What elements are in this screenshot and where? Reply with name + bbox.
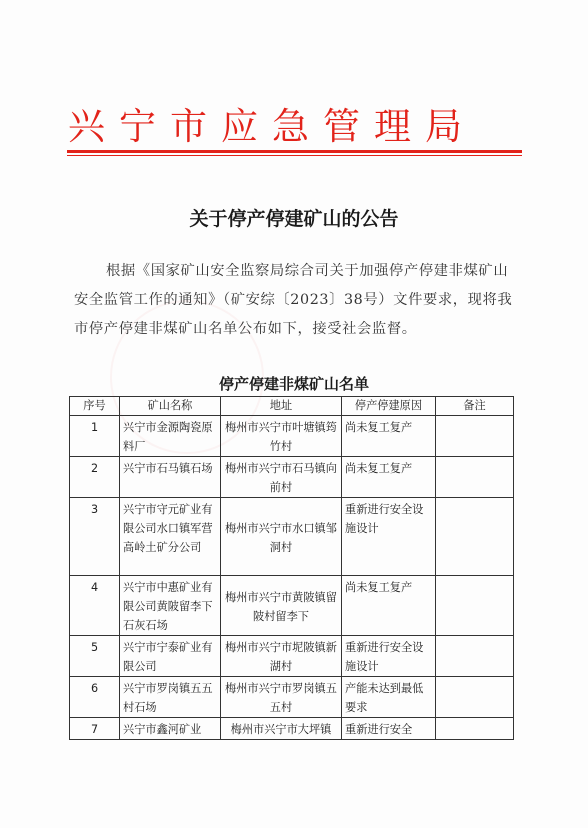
cell-address: 梅州市兴宁市坭陂镇新湖村 [221, 636, 342, 677]
notice-body-paragraph [74, 257, 520, 344]
table-row [70, 416, 514, 457]
cell-remark [436, 457, 514, 498]
table-row [70, 498, 514, 576]
cell-name: 兴宁市宁泰矿业有限公司 [120, 636, 221, 677]
table-row [70, 576, 514, 636]
cell-remark [436, 498, 514, 576]
table-row [70, 457, 514, 498]
cell-reason: 尚未复工复产 [342, 576, 436, 636]
cell-address: 梅州市兴宁市大坪镇 [221, 718, 342, 740]
cell-name: 兴宁市罗岗镇五五村石场 [120, 677, 221, 718]
cell-no: 4 [70, 576, 120, 636]
cell-reason: 重新进行安全设施设计 [342, 636, 436, 677]
cell-remark [436, 416, 514, 457]
cell-reason: 尚未复工复产 [342, 416, 436, 457]
cell-name: 兴宁市金源陶瓷原料厂 [120, 416, 221, 457]
cell-reason: 尚未复工复产 [342, 457, 436, 498]
cell-reason: 重新进行安全设施设计 [342, 498, 436, 576]
cell-remark [436, 636, 514, 677]
notice-body-text: 根据《国家矿山安全监察局综合司关于加强停产停建非煤矿山安全监管工作的通知》（矿安综〔2023〕38号）文件要求，现将我市停产停建非煤矿山名单公布如下，接受社会监督。 [74, 263, 513, 337]
cell-address: 梅州市兴宁市叶塘镇筠竹村 [221, 416, 342, 457]
letterhead-red-rule-thin [67, 155, 522, 156]
cell-no: 7 [70, 718, 120, 740]
org-letterhead-title: 兴宁市应急管理局 [68, 105, 476, 148]
header-address: 地址 [221, 397, 342, 416]
cell-remark [436, 576, 514, 636]
cell-address: 梅州市兴宁市石马镇向前村 [221, 457, 342, 498]
cell-no: 3 [70, 498, 120, 576]
mine-list-table [69, 396, 514, 740]
cell-name: 兴宁市中惠矿业有限公司黄陂留李下石灰石场 [120, 576, 221, 636]
cell-address: 梅州市兴宁市水口镇邹洞村 [221, 498, 342, 576]
cell-remark [436, 677, 514, 718]
header-name: 矿山名称 [120, 397, 221, 416]
table-header-row [70, 397, 514, 416]
table-row [70, 636, 514, 677]
cell-name: 兴宁市鑫河矿业 [120, 718, 221, 740]
cell-reason: 产能未达到最低要求 [342, 677, 436, 718]
table-title: 停产停建非煤矿山名单 [218, 375, 369, 393]
header-no: 序号 [70, 397, 120, 416]
cell-address: 梅州市兴宁市黄陂镇留陂村留李下 [221, 576, 342, 636]
header-remark: 备注 [436, 397, 514, 416]
cell-no: 1 [70, 416, 120, 457]
table-row [70, 677, 514, 718]
notice-title: 关于停产停建矿山的公告 [189, 208, 399, 230]
cell-no: 2 [70, 457, 120, 498]
header-reason: 停产停建原因 [342, 397, 436, 416]
cell-name: 兴宁市石马镇石场 [120, 457, 221, 498]
table-row [70, 718, 514, 740]
cell-name: 兴宁市守元矿业有限公司水口镇军营高岭土矿分公司 [120, 498, 221, 576]
cell-address: 梅州市兴宁市罗岗镇五五村 [221, 677, 342, 718]
cell-no: 5 [70, 636, 120, 677]
letterhead-red-rule-thick [67, 150, 522, 153]
cell-no: 6 [70, 677, 120, 718]
cell-remark [436, 718, 514, 740]
cell-reason: 重新进行安全 [342, 718, 436, 740]
